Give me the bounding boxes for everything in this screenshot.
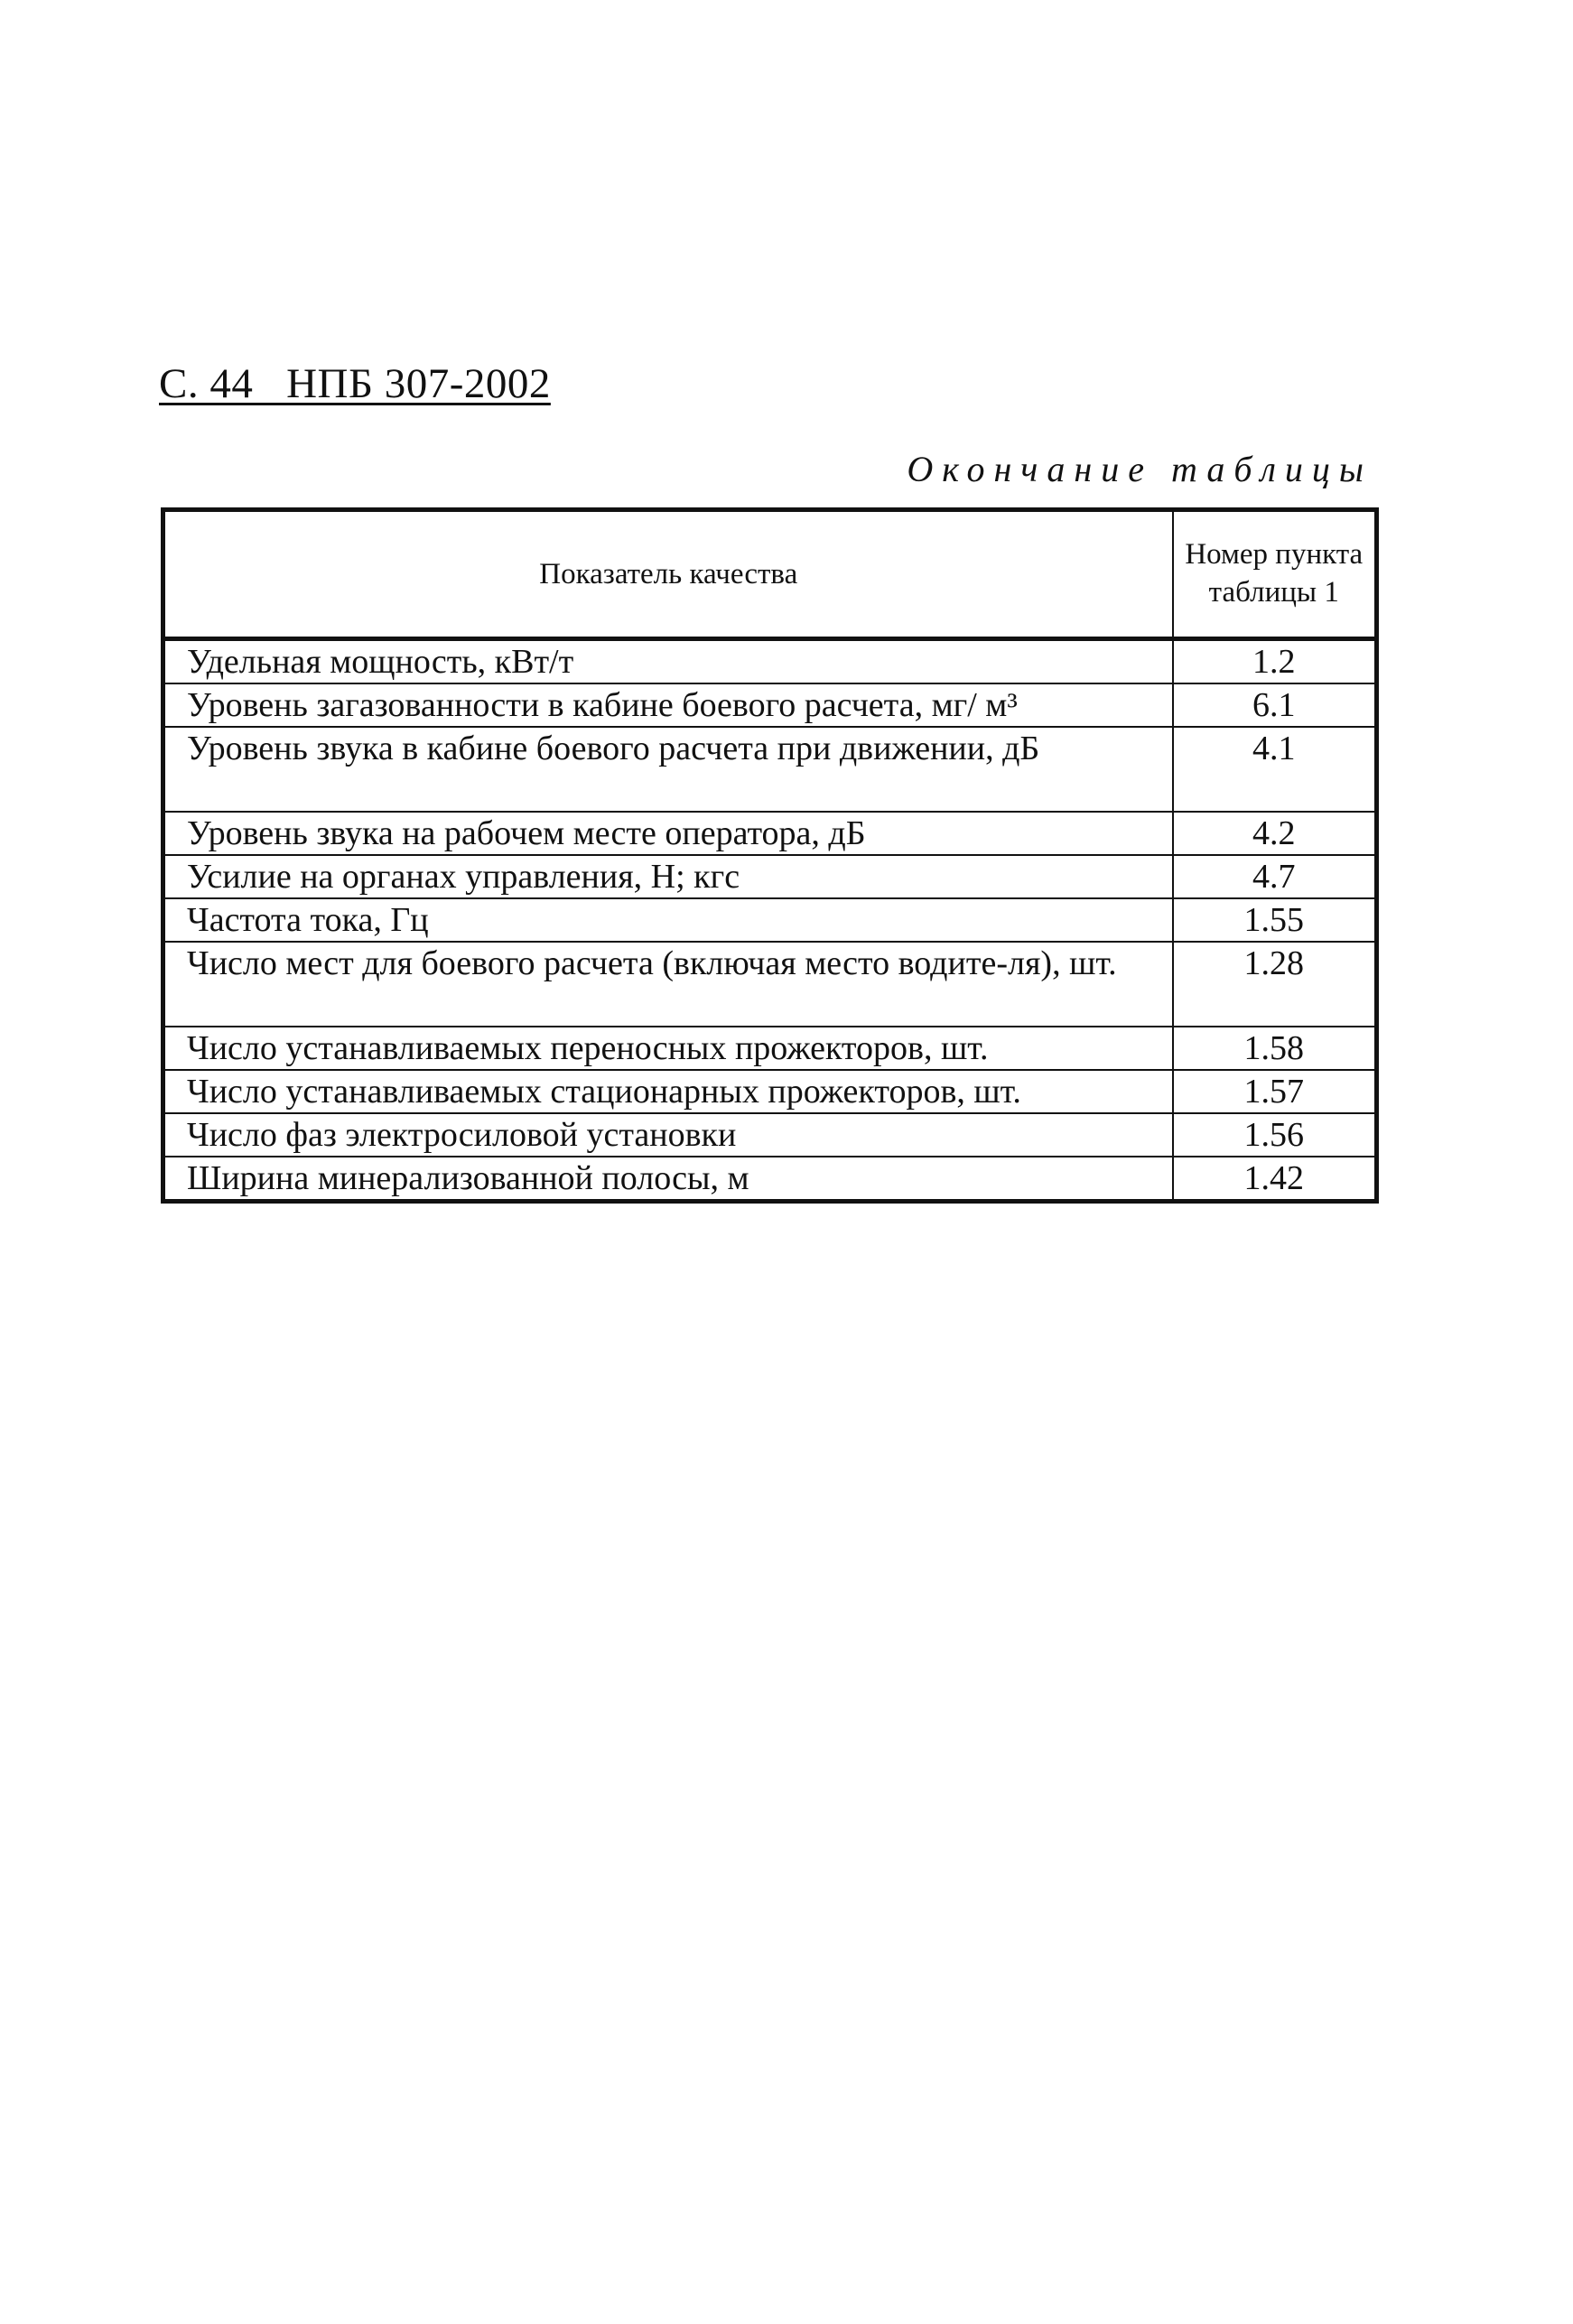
table-row xyxy=(163,1113,1377,1157)
indicator-cell: Частота тока, Гц xyxy=(163,898,1173,942)
table-row xyxy=(163,855,1377,898)
item-number-cell: 1.42 xyxy=(1173,1157,1377,1202)
table-row xyxy=(163,727,1377,812)
indicator-cell: Ширина минерализованной полосы, м xyxy=(163,1157,1173,1202)
table-row xyxy=(163,639,1377,684)
indicator-cell: Удельная мощность, кВт/т xyxy=(163,639,1173,684)
table-row xyxy=(163,898,1377,942)
indicator-cell: Число устанавливаемых переносных прожекторов, шт. xyxy=(163,1027,1173,1070)
item-number-cell: 4.7 xyxy=(1173,855,1377,898)
item-number-cell: 1.58 xyxy=(1173,1027,1377,1070)
indicator-cell: Уровень звука на рабочем месте оператора, дБ xyxy=(163,812,1173,855)
column-header-indicator: Показатель качества xyxy=(163,510,1173,639)
item-number-cell: 1.28 xyxy=(1173,942,1377,1027)
indicator-cell: Число мест для боевого расчета (включая место водите-ля), шт. xyxy=(163,942,1173,1027)
indicator-cell: Число устанавливаемых стационарных прожекторов, шт. xyxy=(163,1070,1173,1113)
indicator-cell: Число фаз электросиловой установки xyxy=(163,1113,1173,1157)
table-header-row xyxy=(163,510,1377,639)
column-header-item-number xyxy=(1173,510,1377,639)
table-row xyxy=(163,1157,1377,1202)
item-number-cell: 4.2 xyxy=(1173,812,1377,855)
column-header-item-number-text: Номер пункта таблицы 1 xyxy=(1185,538,1364,609)
item-number-cell: 1.57 xyxy=(1173,1070,1377,1113)
quality-indicators-table-container xyxy=(161,507,1374,1204)
item-number-cell: 4.1 xyxy=(1173,727,1377,812)
table-row xyxy=(163,812,1377,855)
table-caption: Окончание таблицы xyxy=(907,449,1373,489)
page-header: С. 44 НПБ 307-2002 xyxy=(159,360,551,407)
item-number-cell: 1.56 xyxy=(1173,1113,1377,1157)
indicator-cell: Усилие на органах управления, Н; кгс xyxy=(163,855,1173,898)
indicator-cell: Уровень загазованности в кабине боевого расчета, мг/ м³ xyxy=(163,683,1173,727)
table-row xyxy=(163,942,1377,1027)
quality-indicators-table xyxy=(161,507,1379,1204)
item-number-cell: 1.2 xyxy=(1173,639,1377,684)
item-number-cell: 1.55 xyxy=(1173,898,1377,942)
item-number-cell: 6.1 xyxy=(1173,683,1377,727)
table-row xyxy=(163,683,1377,727)
table-row xyxy=(163,1027,1377,1070)
indicator-cell: Уровень звука в кабине боевого расчета при движении, дБ xyxy=(163,727,1173,812)
table-row xyxy=(163,1070,1377,1113)
